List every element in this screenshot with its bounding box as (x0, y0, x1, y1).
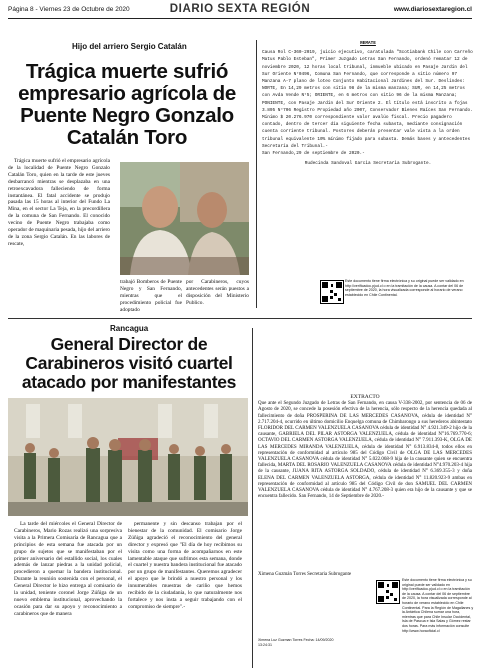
page-date: Página 8 - Viernes 23 de Octubre de 2020 (8, 6, 130, 13)
extracto-signature: Ximena Guzmán Torres Secretaria Subrogante (258, 572, 352, 577)
article1-caption-left: trabajó Bomberos de Puente Negro y San Fernando, mientras que el procedimiento policial fue adoptado (120, 279, 182, 313)
article2-col2-text: permanente y sin descanso trabajan por el bienestar de la comunidad. El comisario Jorge Zúñiga agradeció el reconocimiento del general director y expresó que "El día de hoy recibimos su visita como una forma de acompañarnos en este lamentable ataque que sufrimos esta semana, donde el cuartel y nuestra bandera institucional fue atacado por un grupo de manifestantes. Queremos agradecer el apoyo que le brindó a nuestro personal y los innumerables muestras de cariño que hemos recibido de la ciudadanía, lo que naturalmente nos fortalece y nos insta a seguir trabajando con el compromiso de siempre".- (128, 521, 242, 610)
qr-code-icon (321, 281, 343, 303)
page-header (8, 4, 472, 19)
extracto-notice-title: EXTRACTO (350, 394, 380, 400)
extracto-fine-print: Este documento tiene firma electrónica y su original puede ser validado en http://verificadoc.pjud.cl o en la tramitación de la causa. A contar del 06 de septiembre de 2020, la hora visualizada corresponde al horario de verano establecido en Chile Continental. Para la Región de Magallanes y la Antártica Chilena sumar una hora, mientras que para Chile Insular Occidental, Isla de Pascua e Isla Salas y Gómez restar dos horas. Para más información consulte http://www.horaoficial.cl (402, 578, 474, 633)
article1-kicker: Hijo del arriero Sergio Catalán (72, 42, 187, 51)
remate-notice-signature: Rudecinda Sandoval Garcia Secretaria Subrogante. (304, 161, 432, 167)
article1-caption-right: por Carabineros, cuyos antecedentes serán puestos a disposición del Ministerio Publico. (186, 279, 249, 306)
section-divider (8, 318, 472, 319)
article2-headline: General Director de Carabineros visitó cuartel atacado por manifestantes (21, 334, 237, 392)
remate-qr-code (320, 280, 344, 304)
article1-headline: Trágica muerte sufrió empresario agrícola de Puente Negro Gonzalo Catalán Toro (18, 60, 236, 150)
remate-notice-place-date: San Fernando,29 de septiembre de 2020.- (262, 151, 365, 157)
article2-col1 (14, 521, 122, 667)
website-link[interactable]: www.diariosextaregion.cl (393, 6, 472, 13)
article2-col1-text: La tarde del miércoles el General Director de Carabineros, Mario Rozas realizó una sorpresiva visita a la Primera Comisaría de Rancagua que a principios de esta semana fue atacada por un grupo de sujetos que se manifestaban por el primer aniversario del estallido social, los cuales además de lanzar piedras a la unidad policial, procedieron a quemar la bandera institucional. Durante la reunión sostenida con el personal, el General Director le hizo entrega al comisario de la unidad, teniente coronel Jorge Zúñiga de un nuevo emblema institucional, aprovechando la ocasión para dar su apoyo y reconocimiento a carabineros que de manera (14, 521, 122, 617)
carabineros-ceremony-photo (8, 398, 248, 516)
article2-photo (8, 398, 248, 516)
article2-kicker: Rancagua (110, 324, 149, 333)
extracto-notice-body: Que ante el Segundo Juzgado de Letras de San Fernando, en causa V-338-2002, por sentencia de 06 de Agosto de 2020, se concede la posesión efectiva de la herencia, sólo respecto de la herencia quedada al fallecimiento de doña PROSPERINA DE LAS MERCEDES CASANOVA, cédula de identidad N° 2.717.204-4, ocurrido en último domicilio Enquelga comuna de Chimbarongo a sus herederos abintestato FLORIDOR DEL CARMEN VALENZUELA CASANOVA cédula de identidad N° 4.921.349-2 hijo de la causante, GABRIELA DEL PILAR ASTORGA VALENZUELA, cédula de identidad N°16.769.770-6; OCTAVIO DEL CARMEN ASTORGA VALENZUELA, cédula de identidad N° 7.911.393-K, OLGA DE LAS MERCEDES MIRANDA VALENZUELA, cédula de identidad N° 6.913.834-8, todos ellos en representación de conformidad al artículo 985 del Código Civil de OLGA DE LAS MERCEDES VALENZUELA CASANOVA cédula de identidad N° 5.022.068-9 hija de la causante quien se encuentra fallecida, MARTA DEL ROSARIO VALENZUELA CASANOVA cédula de identidad N°4.970.203-4 hija de la causante, JUANA RITA ASTORGA SOLDADO, cédula de identidad N° 6.369.355-3 y doña ELENA DEL CARMEN VALENZUELA ASTORGA, cédula de identidad N° 11.820.923-9 ambas en representación de conformidad al artículo 985 del Código Civil de don SAMUEL DEL CARMEN VALENZUELA CASANOVA cédula de identidad N° 4.767.208-3 quien era hijo de la causante y que se encuentra fallecido. San Fernando, 14 de Septiembre de 2020.- (258, 401, 472, 500)
article1-body-text: Trágica muerte sufrió el empresario agrícola de la localidad de Puente Negro Gonzalo Catalán Toro, quien en la tarde de este jueves desbarrancó mientras se desplazaba en una retroexcavadora falleciendo de forma instantánea. El fatal accidente se produjo pasada las 15 horas al interior del Fundo La Mina, en el sector La Teja, en la precordillera de la comuna de San Fernando. El conocido vecino de Puente Negro trabajaba como operador de maquinaria pesada, hijo del arriero de la zona Sergio Catalán. En las labores de rescate, (8, 158, 110, 247)
remate-notice-title: REMATE (360, 41, 376, 46)
article1-body (8, 158, 110, 304)
remate-notice (262, 40, 474, 266)
remate-notice-body: Causa Rol C-360-2019, juicio ejecutivo, caratulada "Scotiabank Chile con Carreño Matus Pablo Esteban", Primer Juzgado Letras San Fernando, ordenó rematar 12 de noviembre 2020, 12 horas local tribunal, inmueble ubicado en Pasaje Jardín del Sur Oriente N°0496, Comuna San Fernando, que corresponde a sitio número 97 Manzana A-7 plano de loteo Conjunto Habitacional Jardines del Sur. Deslindes: NORTE, En 14,29 metros con sitio 98 de la misma manzana; SUR, en 14,25 metros con Avda Vende N°5; ORIENTE, en 6 metros con sitio 96 de la misma Manzana; PONIENTE, con Pasaje Jardín del Sur Oriente 2. El título está inscrito a fojas 3.895 N°706 Registro Propiedad año 2007, Conservador Bienes Raíces San Fernando. Mínimo $ 20.276.970 correspondiente valor avalúo fiscal. Precio pagadero contado, dentro de tercer día siguiente fecha subasta, mediante consignación cuenta corriente tribunal. Postores deberán presentar vale vista a la orden tribunal equivalente 10% mínimo fijado para subasta. Demás bases y antecedentes Secretaría del Tribunal.- (262, 50, 473, 149)
column-divider (256, 40, 257, 308)
article1-photo (120, 162, 249, 275)
remate-fine-print: Este documento tiene firma electrónica y su original puede ser validado en http://verificadoc.pjud.cl o en la tramitación de la causa. A contar del 06 de septiembre de 2020, la hora visualizada corresponde al horario de verano establecido en Chile Continental. (345, 279, 464, 297)
article2-col2 (128, 521, 242, 667)
two-men-photo (120, 162, 249, 275)
column-divider-2 (252, 328, 253, 668)
extracto-qr-code (376, 580, 400, 604)
qr-code-icon (377, 581, 399, 603)
masthead: DIARIO SEXTA REGIÓN (169, 3, 311, 15)
extracto-notice (258, 394, 472, 564)
extracto-stamp: Ximena Luz Guzman Torres Fecha: 14/09/2020 13:24:31 (258, 638, 334, 647)
